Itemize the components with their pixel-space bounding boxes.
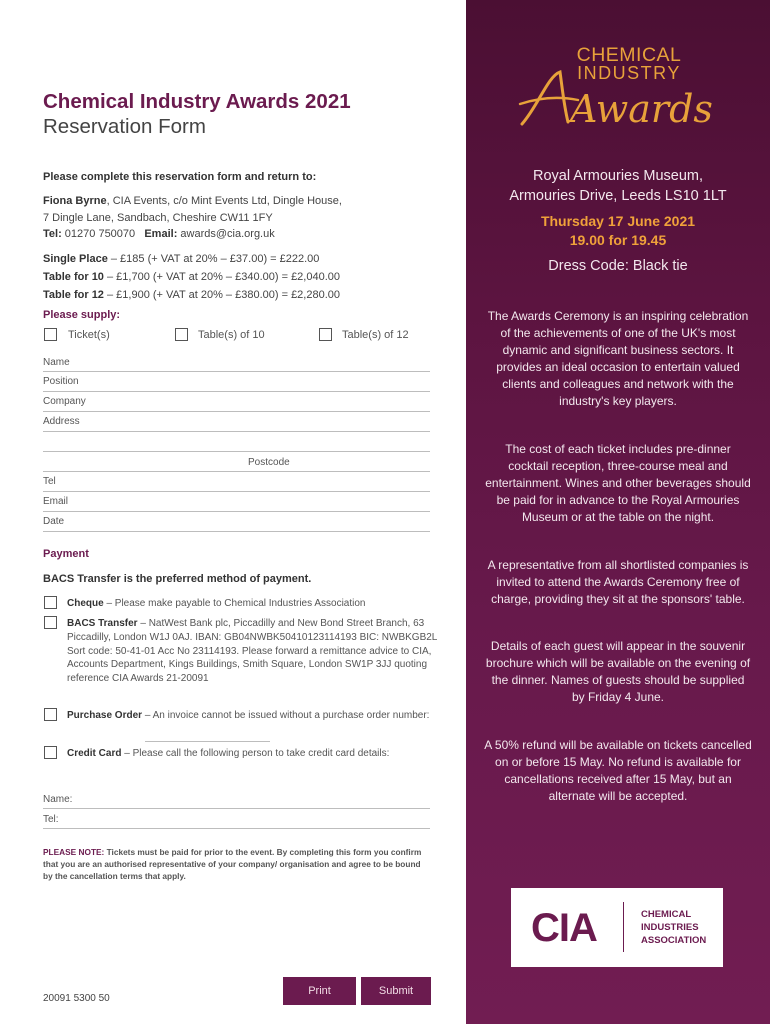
tel-field-label: Tel [43, 476, 56, 487]
note-text: Tickets must be paid for prior to the event. By completing this form you confirm that you are an authorised representative of your company/ organisation and agree to be bound by the cancellation terms that apply. [43, 847, 422, 881]
cia-line1: CHEMICAL [641, 909, 692, 920]
table-of-12-checkbox[interactable] [319, 328, 332, 341]
cia-logo-divider [623, 902, 624, 952]
price-label: Single Place [43, 253, 108, 265]
form-subtitle: Reservation Form [43, 115, 206, 138]
credit-card-checkbox[interactable] [44, 746, 57, 759]
price-detail: – £1,700 (+ VAT at 20% – £340.00) = £2,040.00 [103, 271, 341, 283]
credit-card-option [67, 747, 437, 761]
position-field-label: Position [43, 376, 79, 387]
awards-logo-icon [518, 63, 718, 130]
email-field-label: Email [43, 496, 69, 507]
table-of-10-checkbox[interactable] [175, 328, 188, 341]
tel-field[interactable] [43, 491, 430, 492]
price-detail: – £1,900 (+ VAT at 20% – £380.00) = £2,280.00 [103, 289, 341, 301]
purchase-order-label: Purchase Order [67, 710, 143, 721]
info-paragraph-ceremony: The Awards Ceremony is an inspiring celebration of the achievements of one of the UK's most dynamic and significant business sectors. It provides an ideal occasion to entertain valued clients and colleagues and network with the industry's key players. [487, 309, 749, 408]
purchase-order-checkbox[interactable] [44, 708, 57, 721]
contact-address-line1: , CIA Events, c/o Mint Events Ltd, Dingle House, [106, 195, 342, 207]
please-note [43, 846, 423, 882]
postcode-field-label: Postcode [248, 457, 290, 468]
submit-button[interactable]: Submit [361, 977, 431, 1005]
email-field[interactable] [43, 511, 430, 512]
note-label: PLEASE NOTE: [43, 847, 105, 857]
price-table-12 [43, 286, 340, 304]
tel-label: Tel: [43, 228, 62, 240]
info-paragraph-guests: Details of each guest will appear in the souvenir brochure which will be available on the evening of the dinner. Names of guests should be supplied by Friday 4 June. [485, 639, 751, 704]
return-address [43, 193, 342, 243]
payment-heading: Payment [43, 548, 89, 560]
cheque-option [67, 597, 437, 611]
logo-line2: INDUSTRY [577, 63, 681, 83]
company-field[interactable] [43, 411, 430, 412]
supply-heading: Please supply: [43, 309, 121, 321]
credit-card-text: – Please call the following person to take credit card details: [121, 748, 390, 759]
bacs-checkbox[interactable] [44, 616, 57, 629]
name-field[interactable] [43, 371, 430, 372]
company-field-label: Company [43, 396, 86, 407]
cia-line2: INDUSTRIES [641, 922, 699, 933]
email-value[interactable]: awards@cia.org.uk [177, 228, 275, 240]
form-title: Chemical Industry Awards 2021 [43, 90, 351, 113]
venue-line1: Royal Armouries Museum, [532, 168, 704, 184]
bacs-text: – NatWest Bank plc, Piccadilly and New Bond Street Branch, 63 Piccadilly, London W1J 0AJ. IBAN: GB04NWBK50410123114193 BIC: NWBKGB2L Sort code: 50-41-01 Acc No 23114193. Please forward a remittance advice to CIA, Accounts Department, Kings Buildings, Smith Square, London SW1P 3JJ quoting reference CIA Awards 21-20091 [67, 618, 437, 685]
logo-line1: CHEMICAL [576, 44, 682, 66]
cia-line3: ASSOCIATION [641, 935, 707, 946]
dress-code: Dress Code: Black tie [548, 258, 688, 274]
email-label: Email: [144, 228, 178, 240]
cia-logo-text [641, 908, 706, 947]
date-line1: Thursday 17 June 2021 [540, 213, 696, 229]
postcode-field[interactable] [43, 471, 430, 472]
credit-card-label: Credit Card [67, 748, 122, 759]
purchase-order-number-field[interactable] [145, 741, 270, 742]
event-date [466, 212, 770, 250]
address-field-label: Address [43, 416, 80, 427]
cia-logo-letters: CIA [531, 906, 597, 950]
card-contact-tel-field[interactable] [43, 828, 430, 829]
card-contact-name-label: Name: [43, 794, 73, 805]
date-field[interactable] [43, 531, 430, 532]
tickets-checkbox[interactable] [44, 328, 57, 341]
reference-code: 20091 5300 50 [43, 993, 110, 1004]
price-label: Table for 10 [43, 271, 104, 283]
card-contact-tel-label: Tel: [43, 814, 59, 825]
time-line: 19.00 for 19.45 [569, 232, 667, 248]
venue [466, 166, 770, 206]
table-of-12-checkbox-label: Table(s) of 12 [342, 329, 409, 341]
venue-line2: Armouries Drive, Leeds LS10 1LT [509, 188, 727, 204]
address-field-line2[interactable] [43, 451, 430, 452]
cheque-text: – Please make payable to Chemical Industries Association [103, 598, 366, 609]
info-paragraph-ticket-cost: The cost of each ticket includes pre-dinner cocktail reception, three-course meal and entertainment. Wines and other beverages should be paid for in advance to the Royal Armouries Museum or at the table on the night. [485, 442, 751, 524]
position-field[interactable] [43, 391, 430, 392]
date-field-label: Date [43, 516, 65, 527]
price-detail: – £185 (+ VAT at 20% – £37.00) = £222.00 [107, 253, 320, 265]
event-info-panel [466, 0, 770, 1024]
info-paragraph-refunds: A 50% refund will be available on tickets cancelled on or before 15 May. No refund is available for cancellations received after 15 May, but an alternate will be accepted. [484, 738, 752, 803]
price-single [43, 250, 340, 268]
price-label: Table for 12 [43, 289, 104, 301]
bacs-label: BACS Transfer [67, 618, 138, 629]
logo-word: Awards [570, 87, 713, 130]
name-field-label: Name [43, 357, 70, 368]
cheque-checkbox[interactable] [44, 596, 57, 609]
tel-value: 01270 750070 [61, 228, 136, 240]
card-contact-name-field[interactable] [43, 808, 430, 809]
cia-logo [511, 888, 723, 967]
print-button[interactable]: Print [283, 977, 356, 1005]
bacs-option [67, 617, 437, 686]
table-of-10-checkbox-label: Table(s) of 10 [198, 329, 265, 341]
cheque-label: Cheque [67, 598, 104, 609]
info-paragraph-shortlisted: A representative from all shortlisted companies is invited to attend the Awards Ceremony free of charge, providing they sit at the sponsors' table. [487, 558, 749, 606]
address-field-line1[interactable] [43, 431, 430, 432]
price-list [43, 250, 340, 304]
purchase-order-text: – An invoice cannot be issued without a purchase order number: [142, 710, 430, 721]
contact-name: Fiona Byrne [43, 195, 107, 207]
bacs-preferred-note: BACS Transfer is the preferred method of payment. [43, 573, 312, 585]
price-table-10 [43, 268, 340, 286]
tickets-checkbox-label: Ticket(s) [68, 329, 110, 341]
contact-address-line2: 7 Dingle Lane, Sandbach, Cheshire CW11 1FY [43, 211, 273, 224]
purchase-order-option [67, 709, 437, 723]
return-instructions: Please complete this reservation form and return to: [43, 171, 317, 183]
